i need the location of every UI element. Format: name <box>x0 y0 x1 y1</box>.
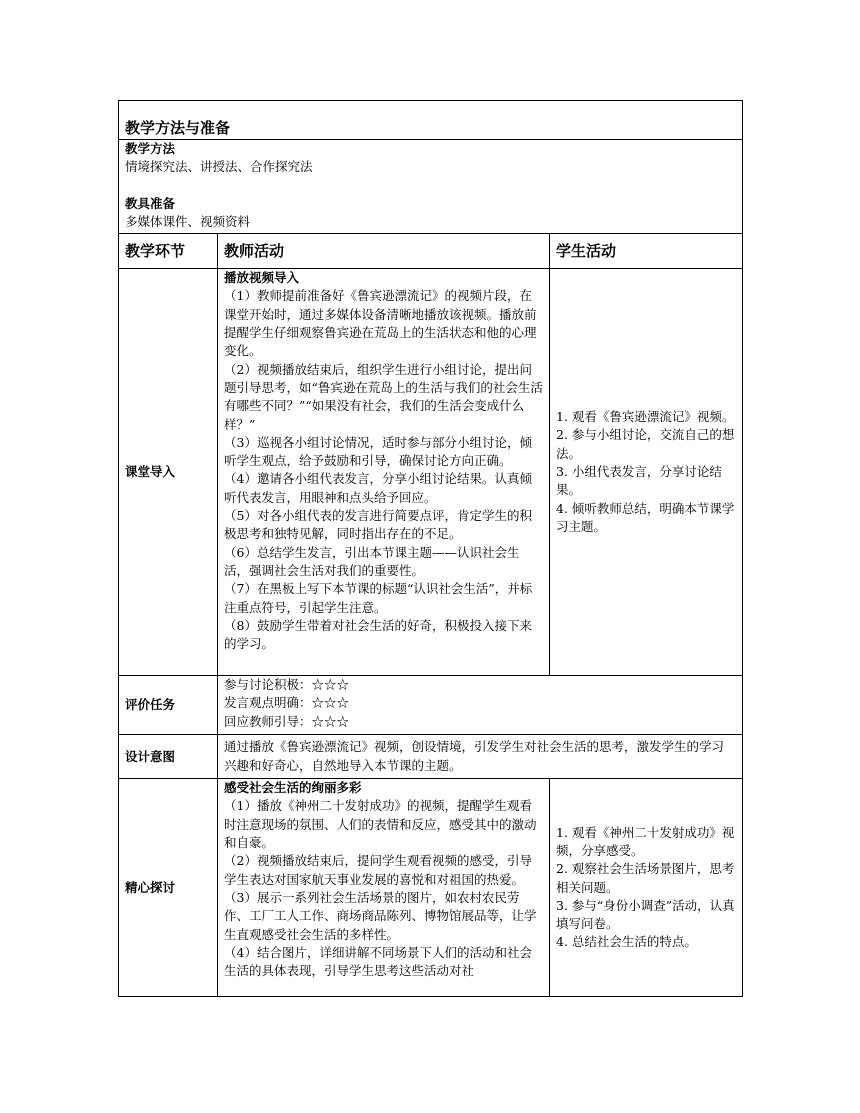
evaluation-criteria <box>218 676 743 735</box>
evaluation-line: 参与讨论积极：☆☆☆ <box>224 677 350 693</box>
header-stage: 教学环节 <box>119 234 218 269</box>
teacher-title-exploration: 感受社会生活的绚丽多彩 <box>224 780 362 796</box>
student-activity-exploration <box>550 779 743 997</box>
stage-exploration: 精心探讨 <box>119 779 218 997</box>
teacher-item: （4）邀请各小组代表发言，分享小组讨论结果。认真倾听代表发言，用眼神和点头给予回应。 <box>224 471 532 505</box>
teacher-item: （1）教师提前准备好《鲁宾逊漂流记》的视频片段，在课堂开始时，通过多媒体设备清晰地播放该视频。播放前提醒学生仔细观察鲁宾逊在荒岛上的生活状态和他的心理变化。 <box>224 288 537 359</box>
teacher-item: （2）视频播放结束后，提问学生观看视频的感受，引导学生表达对国家航天事业发展的喜悦和对祖国的热爱。 <box>224 853 532 887</box>
student-item: 1. 观看《鲁宾逊漂流记》视频。 <box>556 409 735 425</box>
teacher-item: （8）鼓励学生带着对社会生活的好奇，积极投入接下来的学习。 <box>224 617 532 652</box>
student-item: 1. 观看《神州二十发射成功》视频，分享感受。 <box>556 824 735 858</box>
teacher-item: （5）对各小组代表的发言进行简要点评，肯定学生的积极思考和独特见解，同时指出存在的不足。 <box>224 508 532 542</box>
teacher-item: （3）巡视各小组讨论情况，适时参与部分小组讨论，倾听学生观点，给予鼓励和引导，确保讨论方向正确。 <box>224 434 532 469</box>
student-item: 4. 倾听教师总结，明确本节课学习主题。 <box>556 500 735 534</box>
student-item: 2. 观察社会生活场景图片，思考相关问题。 <box>556 861 735 895</box>
header-student: 学生活动 <box>550 234 743 269</box>
teacher-item: （4）结合图片，详细讲解不同场景下人们的活动和社会生活的具体表现，引导学生思考这些活动对社 <box>224 944 532 979</box>
methods-heading: 教学方法 <box>125 141 176 156</box>
evaluation-line: 发言观点明确：☆☆☆ <box>224 695 350 711</box>
teacher-item: （6）总结学生发言，引出本节课主题——认识社会生活，强调社会生活对我们的重要性。 <box>224 544 520 578</box>
header-teacher: 教师活动 <box>218 234 550 269</box>
design-intent-text: 通过播放《鲁宾逊漂流记》视频，创设情境，引发学生对社会生活的思考，激发学生的学习兴趣和好奇心，自然地导入本节课的主题。 <box>218 735 743 779</box>
stage-intro: 课堂导入 <box>119 269 218 676</box>
teacher-title-intro: 播放视频导入 <box>224 270 300 286</box>
teacher-activity-intro <box>218 269 550 676</box>
methods-and-tools-cell <box>119 140 743 234</box>
teacher-item: （1）播放《神州二十发射成功》的视频，提醒学生观看时注意现场的氛围、人们的表情和反应，感受其中的激动和自豪。 <box>224 798 537 851</box>
evaluation-line: 回应教师引导：☆☆☆ <box>224 713 350 729</box>
stage-design-intent: 设计意图 <box>119 735 218 779</box>
student-item: 3. 参与“身份小调查”活动，认真填写问卷。 <box>556 897 735 932</box>
methods-text: 情境探究法、讲授法、合作探究法 <box>125 159 313 175</box>
student-item: 4. 总结社会生活的特点。 <box>556 934 697 950</box>
tools-text: 多媒体课件、视频资料 <box>125 213 251 229</box>
teacher-item: （7）在黑板上写下本节课的标题“认识社会生活”，并标注重点符号，引起学生注意。 <box>224 581 533 615</box>
lesson-plan-table <box>118 100 743 997</box>
section-title: 教学方法与准备 <box>119 101 743 140</box>
student-item: 3. 小组代表发言，分享讨论结果。 <box>556 464 722 498</box>
teacher-activity-exploration <box>218 779 550 997</box>
lesson-plan-page <box>118 100 742 997</box>
teacher-item: （2）视频播放结束后，组织学生进行小组讨论，提出问题引导思考，如“鲁宾逊在荒岛上的生活与我们的社会生活有哪些不同？”“如果没有社会，我们的生活会变成什么样？” <box>224 361 543 432</box>
student-item: 2. 参与小组讨论，交流自己的想法。 <box>556 427 735 461</box>
teacher-item: （3）展示一系列社会生活场景的图片，如农村农民劳作、工厂工人工作、商场商品陈列、博物馆展品等，让学生直观感受社会生活的多样性。 <box>224 889 537 942</box>
tools-heading: 教具准备 <box>125 195 176 211</box>
stage-evaluation: 评价任务 <box>119 676 218 735</box>
student-activity-intro <box>550 269 743 676</box>
